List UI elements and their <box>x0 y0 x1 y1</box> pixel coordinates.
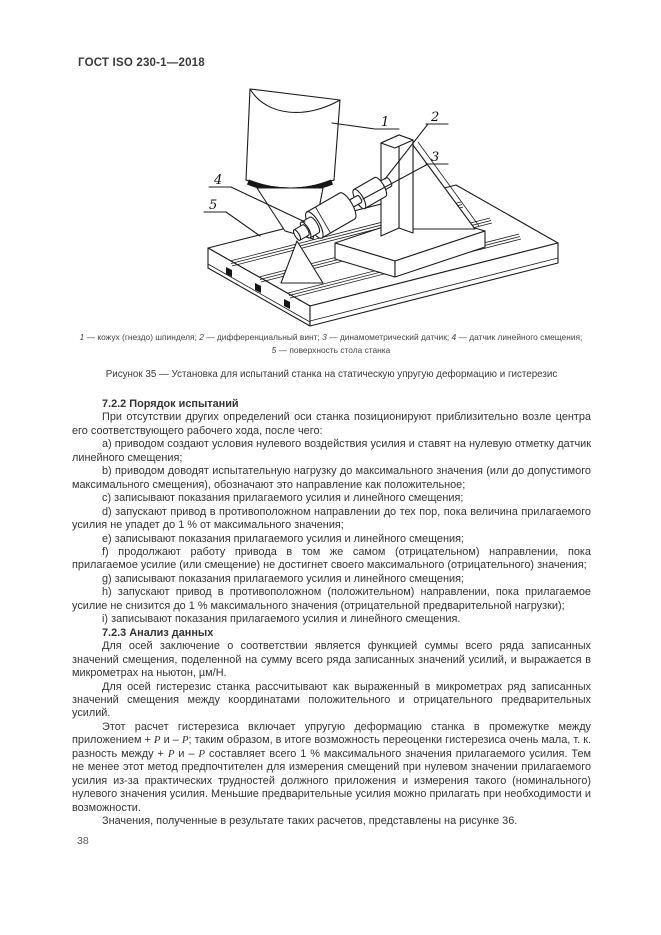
machine-static-test-drawing <box>185 83 565 335</box>
svg-text:2: 2 <box>431 110 440 125</box>
figure-legend <box>40 331 622 356</box>
svg-text:5: 5 <box>209 198 218 213</box>
paragraph: i) записывают показания прилагаемого усилия и линейного смещения. <box>102 613 461 626</box>
paragraph: Для осей заключение о соответствии является функцией суммы всего ряда записанных значений смещения, поделенной на сумму всего ряда записанных значений усилий, и выражается в микрометрах на ньютон, µм/Н. <box>72 640 591 680</box>
figure-35 <box>185 83 565 335</box>
svg-text:4: 4 <box>214 173 223 188</box>
document-header: ГОСТ ISO 230-1—2018 <box>78 57 205 69</box>
legend-line-1: 1 — кожух (гнездо) шпинделя; 2 — дифференциальный винт; 3 — динамометрический датчик; 4 — датчик линейного смещения; <box>79 332 583 342</box>
svg-text:3: 3 <box>431 150 440 165</box>
callout-5 <box>204 198 260 236</box>
callout-1 <box>332 115 399 130</box>
paragraph: h) запускают привод в противоположном (положительном) направлении, пока прилагаемое усилие не снизится до 1 % максимального значения (отрицательной предварительной нагрузки); <box>72 586 591 612</box>
bracket-plate-side <box>399 135 413 233</box>
paragraph: a) приводом создают условия нулевого воздействия усилия и ставят на нулевую отметку датчик линейного смещения; <box>72 438 591 464</box>
paragraph: f) продолжают работу привода в том же самом (отрицательном) направлении, пока прилагаемое усилие (или смещение) не достигнет своего максимального (отрицательного) значения; <box>72 545 591 572</box>
svg-text:1: 1 <box>381 115 390 130</box>
document-body <box>72 398 591 829</box>
paragraph: При отсутствии других определений оси станка позиционируют приблизительно возле центра его соответствующего рабочего хода, после чего: <box>72 411 591 437</box>
bracket <box>381 135 479 236</box>
paragraph: b) приводом доводят испытательную нагрузку до максимального значения (или до допустимого максимального смещения), обозначают это направление как положительное; <box>72 465 591 491</box>
figure-caption: Рисунок 35 — Установка для испытаний станка на статическую упругую деформацию и гистерезис <box>105 369 558 380</box>
legend-line-2: 5 — поверхность стола станка <box>271 344 391 355</box>
paragraph: g) записывают показания прилагаемого усилия и линейного смещения; <box>102 572 465 585</box>
gusset-plate <box>413 145 475 229</box>
page-number: 38 <box>77 835 89 847</box>
paragraph: Этот расчет гистерезиса включает упругую деформацию станка в промежутке между приложением + Р и – Р; таким образом, в итоге возможность переоценки гистерезиса очень мала, т. к. разность между + Р и – Р составляет всего 1 % максимального значения прилагаемого усилия. Тем не менее этот метод предпочтителен для измерения смещений при нулевом значении прилагаемого усилия из-за практических трудностей должного приложения и измерения такого (номинального) нулевого значения усилия. Меньшие предварительные усилия можно прилагать при необходимости и возможности. <box>72 720 591 814</box>
paragraph: e) записывают показания прилагаемого усилия и линейного смещения; <box>102 532 465 545</box>
paragraph: d) запускают привод в противоположном направлении до тех пор, пока величина прилагаемого усилия не упадет до 1 % от максимального значения; <box>72 505 591 532</box>
paragraph: Значения, полученные в результате таких расчетов, представлены на рисунке 36. <box>102 815 518 828</box>
section-heading: 7.2.2 Порядок испытаний <box>102 398 239 410</box>
paragraph: Для осей гистерезис станка рассчитывают как выраженный в микрометрах ряд записанных значений смещения между координатами положительного и отрицательного предварительных усилий. <box>72 680 591 720</box>
section-heading: 7.2.3 Анализ данных <box>102 626 214 639</box>
paragraph: c) записывают показания прилагаемого усилия и линейного смещения; <box>102 492 464 505</box>
